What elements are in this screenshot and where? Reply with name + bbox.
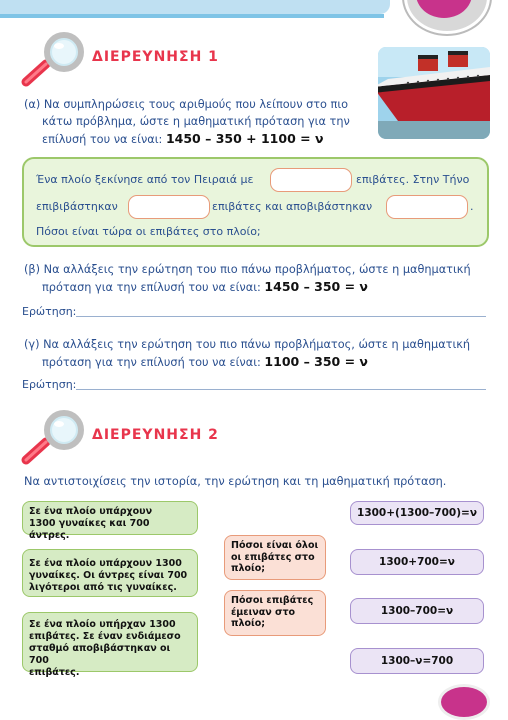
question-card-1-line: οι επιβάτες στο <box>231 551 315 563</box>
question-card-1-line: Πόσοι είναι όλοι <box>231 540 319 551</box>
question-a-line1: (α) Να συμπληρώσεις τους αριθμούς που λείπουν στο πιο <box>24 98 349 111</box>
story-card-3-line: επιβάτες. Σε έναν ενδιάμεσο <box>29 631 181 642</box>
expression-card-1[interactable]: 1300+(1300–700)=ν <box>350 501 484 525</box>
question-c-line2 <box>42 353 368 371</box>
question-c-answer-label: Ερώτηση: <box>22 378 77 391</box>
question-a-line2: κάτω πρόβλημα, ώστε η μαθηματική πρόταση για την <box>42 115 350 128</box>
blank-disembarked[interactable] <box>386 195 468 219</box>
story-card-2-line: λιγότεροι από τις γυναίκες. <box>29 582 177 593</box>
question-card-2[interactable] <box>224 590 326 636</box>
question-b-answer-label: Ερώτηση: <box>22 305 77 318</box>
story-card-1-line: Σε ένα πλοίο υπάρχουν <box>29 506 153 517</box>
ship-image <box>378 47 490 139</box>
question-c-prefix: πρόταση για την επίλυσή του να είναι: <box>42 356 261 369</box>
story-card-3[interactable] <box>22 612 198 678</box>
story-line1-b: επιβάτες. Στην Τήνο <box>356 173 470 186</box>
section2-instruction: Να αντιστοιχίσεις την ιστορία, την ερώτηση και τη μαθηματική πρόταση. <box>24 475 447 488</box>
top-header-bar <box>0 0 390 14</box>
story-card-2[interactable] <box>22 549 198 597</box>
story-card-2-line: γυναίκες. Οι άντρες είναι 700 <box>29 570 188 581</box>
question-card-2-line: έμειναν στο <box>231 606 296 618</box>
bottom-badge <box>438 684 490 720</box>
question-card-2-line: πλοίο; <box>231 618 266 629</box>
question-a-prefix: επίλυσή του να είναι: <box>42 133 163 146</box>
story-card-3-line: σταθμό αποβιβάστηκαν οι 700 <box>29 643 171 666</box>
story-card-3-line: Σε ένα πλοίο υπήρχαν 1300 <box>29 619 176 630</box>
question-card-1[interactable] <box>224 535 326 580</box>
question-b-line2 <box>42 278 368 296</box>
story-line2-a: επιβιβάστηκαν <box>36 200 118 213</box>
story-line1-a: Ένα πλοίο ξεκίνησε από τον Πειραιά με <box>36 173 254 186</box>
section2-title: ΔΙΕΡΕΥΝΗΣΗ 2 <box>92 427 219 443</box>
question-b-expression: 1450 – 350 = ν <box>264 279 368 294</box>
question-c-expression: 1100 – 350 = ν <box>264 354 368 369</box>
story-line3: Πόσοι είναι τώρα οι επιβάτες στο πλοίο; <box>36 225 261 238</box>
question-c-line1: (γ) Να αλλάξεις την ερώτηση του πιο πάνω προβλήματος, ώστε η μαθηματική <box>24 338 471 351</box>
expression-card-2[interactable]: 1300+700=ν <box>350 549 484 575</box>
top-header-stripe <box>0 14 384 18</box>
question-b-line1: (β) Να αλλάξεις την ερώτηση του πιο πάνω προβλήματος, ώστε η μαθηματική <box>24 263 471 276</box>
question-a-expression: 1450 – 350 + 1100 = ν <box>165 131 324 146</box>
question-a-line3 <box>42 130 323 148</box>
story-line2-b: επιβάτες και αποβιβάστηκαν <box>212 200 373 213</box>
story-card-1[interactable] <box>22 501 198 541</box>
expression-card-4[interactable]: 1300–ν=700 <box>350 648 484 674</box>
question-c-answer-line[interactable] <box>76 389 486 390</box>
blank-boarded[interactable] <box>128 195 210 219</box>
question-card-2-line: Πόσοι επιβάτες <box>231 595 314 606</box>
question-b-prefix: πρόταση για την επίλυσή του να είναι: <box>42 281 261 294</box>
question-b-answer-line[interactable] <box>76 316 486 317</box>
blank-initial-passengers[interactable] <box>270 168 352 192</box>
story-line2-c: . <box>470 200 474 213</box>
question-card-1-line: πλοίο; <box>231 563 266 574</box>
expression-card-3[interactable]: 1300–700=ν <box>350 598 484 624</box>
magnifier-icon <box>20 410 90 466</box>
section1-title: ΔΙΕΡΕΥΝΗΣΗ 1 <box>92 49 219 65</box>
story-card-3-line: επιβάτες. <box>29 667 80 678</box>
story-card-1-line: 1300 γυναίκες και 700 άντρες. <box>29 518 150 541</box>
story-card-2-line: Σε ένα πλοίο υπάρχουν 1300 <box>29 558 182 569</box>
magnifier-icon <box>20 32 90 88</box>
story-box <box>22 157 489 247</box>
